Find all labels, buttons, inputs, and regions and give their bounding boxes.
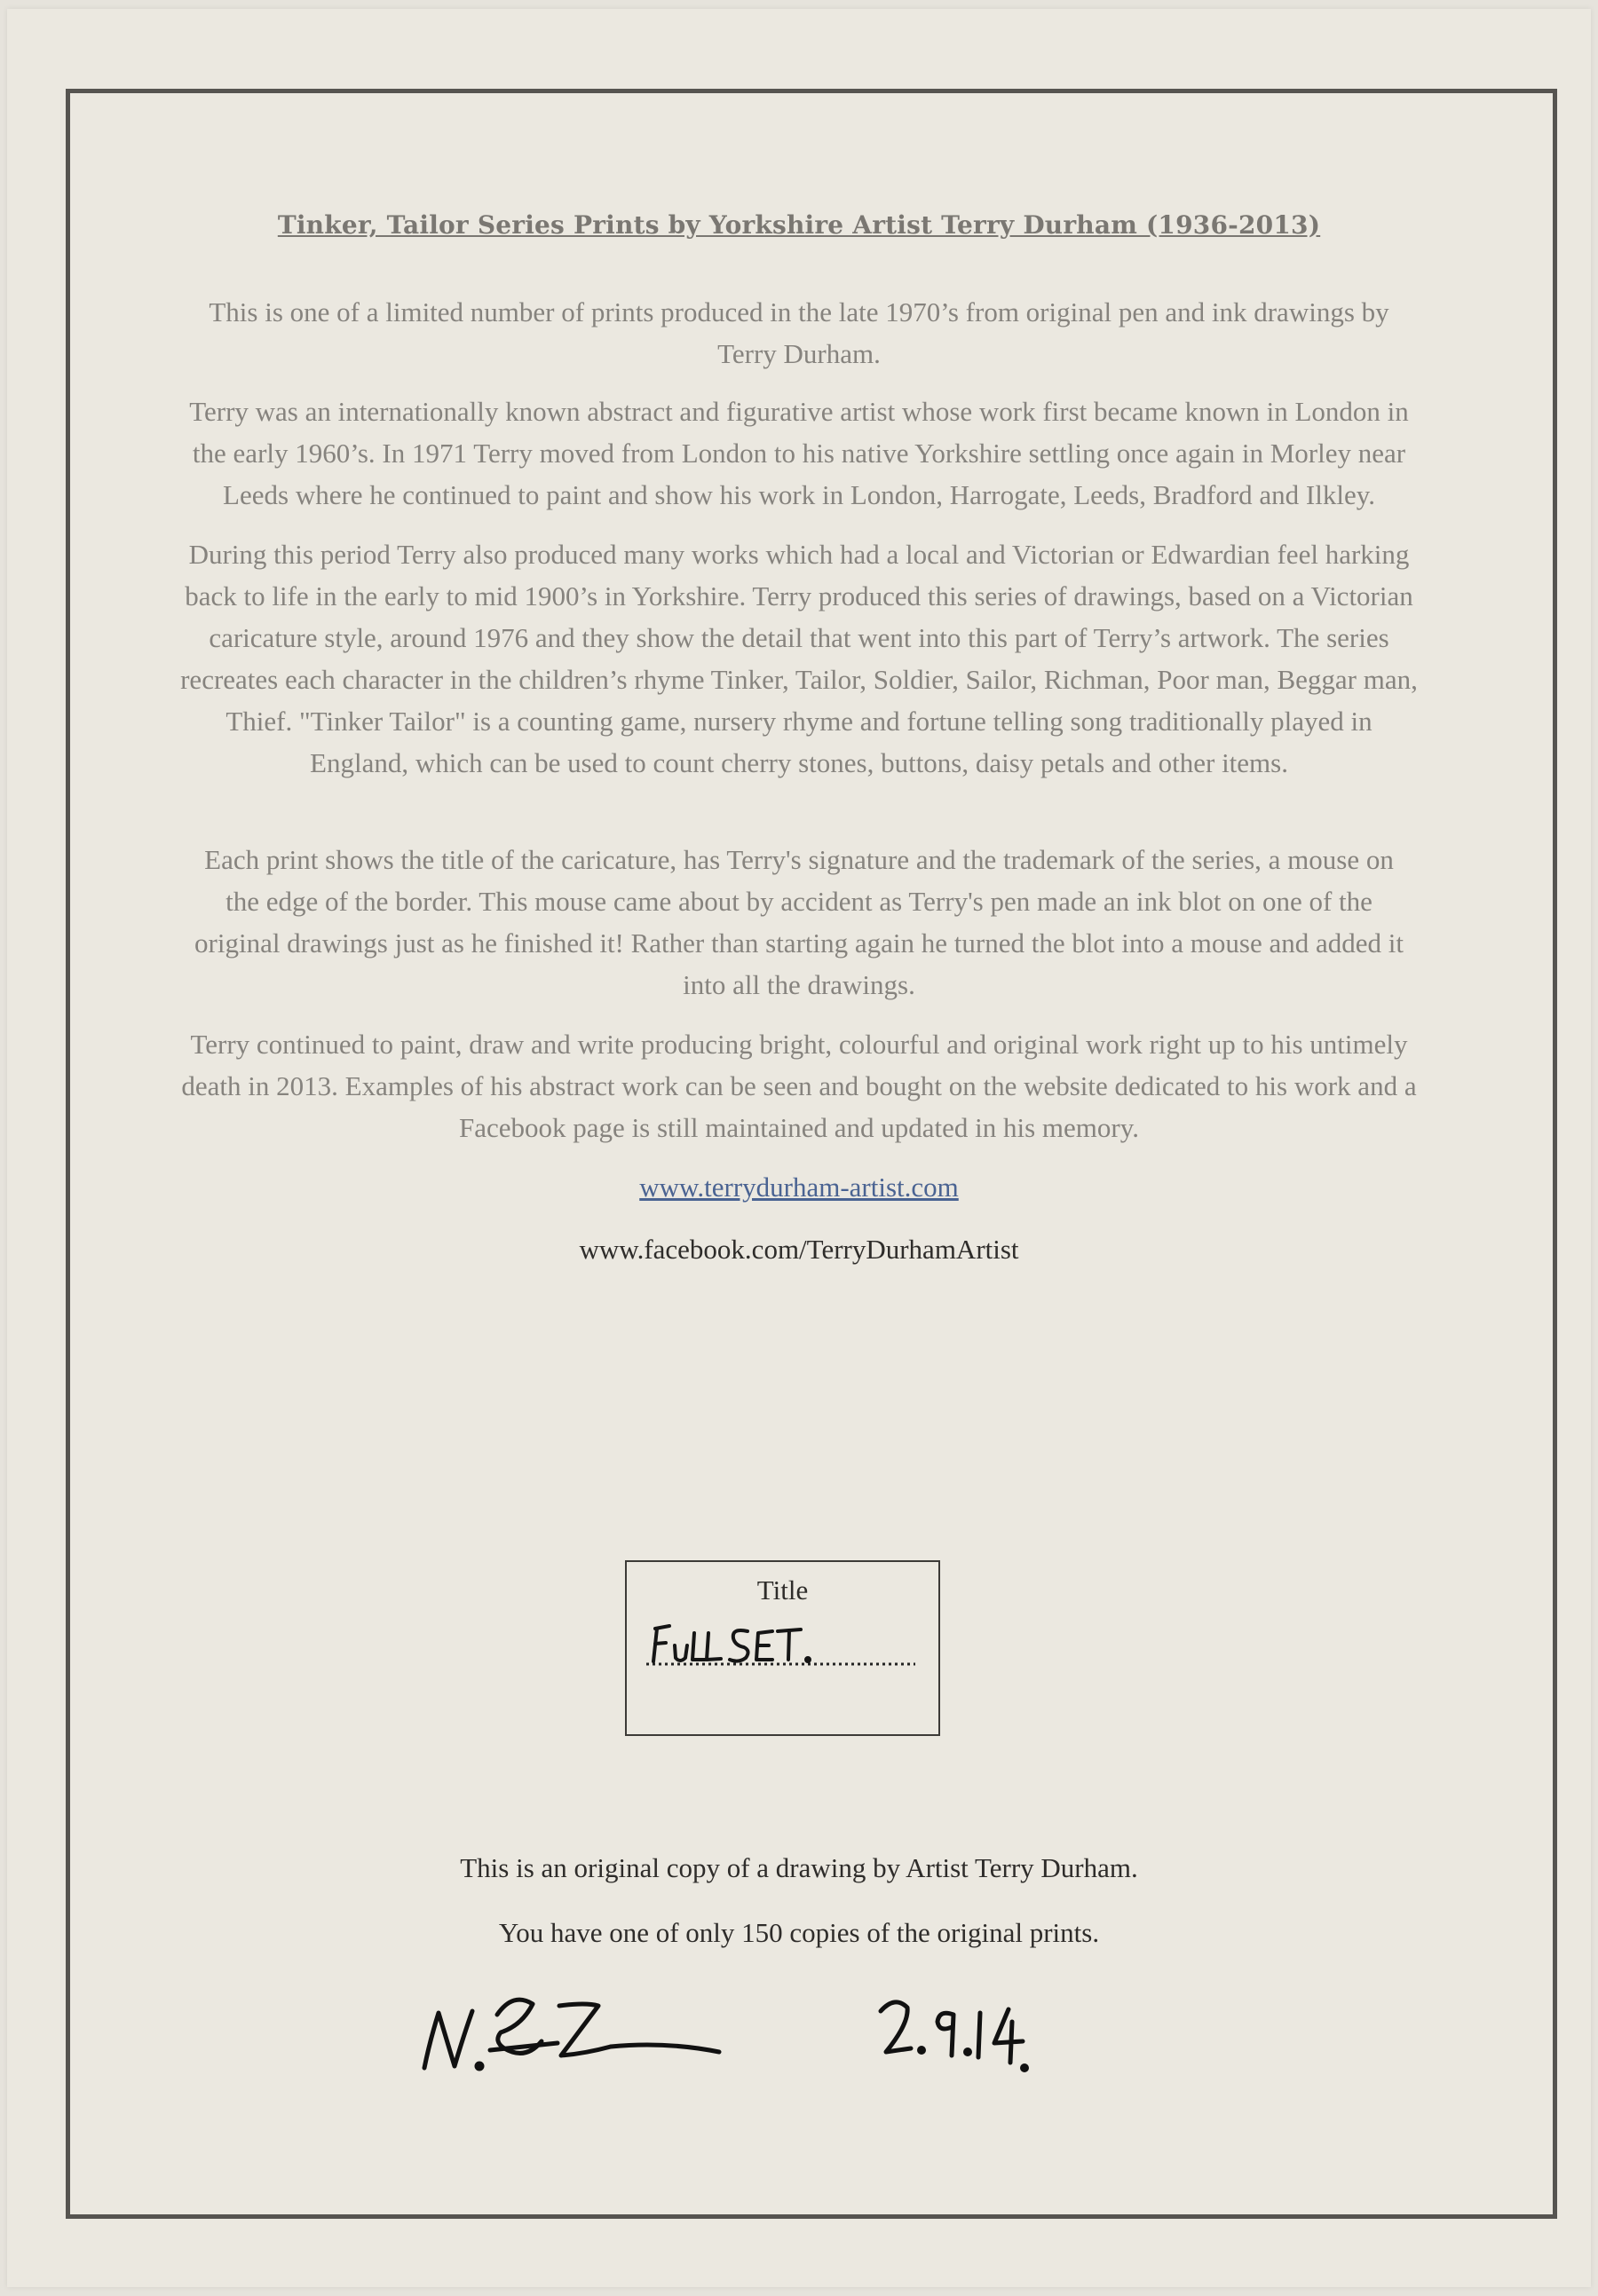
website-link[interactable]: www.terrydurham-artist.com bbox=[639, 1172, 959, 1203]
original-copy-statement: This is an original copy of a drawing by Artist Terry Durham. bbox=[460, 1852, 1138, 1883]
series-paragraph: During this period Terry also produced many works which had a local and Victorian or Edwardian feel harking back to life in the early to mid 1900’s in Yorkshire. Terry produced this series of drawings, based on a Victorian caricature style, around 1976 and they show the detail that went into this part of Terry’s artwork. The series recreates each character in the children’s rhyme Tinker, Tailor, Soldier, Sailor, Richman, Poor man, Beggar man, Thief. "Tinker Tailor" is a counting game, nursery rhyme and fortune telling song traditionally played in England, which can be used to count cherry stones, buttons, daisy petals and other items. bbox=[180, 539, 1418, 778]
facebook-link: www.facebook.com/TerryDurhamArtist bbox=[579, 1234, 1019, 1265]
intro-paragraph: This is one of a limited number of prints produced in the late 1970’s from original pen and ink drawings by Terry Durham. bbox=[209, 296, 1389, 369]
document-heading: Tinker, Tailor Series Prints by Yorkshire Artist Terry Durham (1936-2013) bbox=[277, 210, 1321, 240]
certificate-body bbox=[178, 200, 1420, 1269]
edition-statement: You have one of only 150 copies of the original prints. bbox=[498, 1917, 1100, 1948]
handwritten-date bbox=[870, 1988, 1074, 2077]
legacy-paragraph: Terry continued to paint, draw and write producing bright, colourful and original work right up to his untimely death in 2013. Examples of his abstract work can be seen and bought on the website dedicated to his work and a Facebook page is still maintained and updated in his memory. bbox=[181, 1029, 1417, 1143]
handwritten-title-full-set bbox=[627, 1562, 942, 1738]
biography-paragraph: Terry was an internationally known abstract and figurative artist whose work first became known in London in the early 1960’s. In 1971 Terry moved from London to his native Yorkshire settling once again in Morley near Leeds where he continued to paint and show his work in London, Harrogate, Leeds, Bradford and Ilkley. bbox=[189, 396, 1409, 510]
title-box-label: Title bbox=[756, 1574, 809, 1606]
handwritten-signature bbox=[408, 1961, 817, 2086]
mouse-trademark-paragraph: Each print shows the title of the caricature, has Terry's signature and the trademark of the series, a mouse on the edge of the border. This mouse came about by accident as Terry's pen made an ink blot on one of the original drawings just as he finished it! Rather than starting again he turned the blot into a mouse and added it into all the drawings. bbox=[194, 844, 1404, 1000]
title-box bbox=[625, 1560, 940, 1736]
